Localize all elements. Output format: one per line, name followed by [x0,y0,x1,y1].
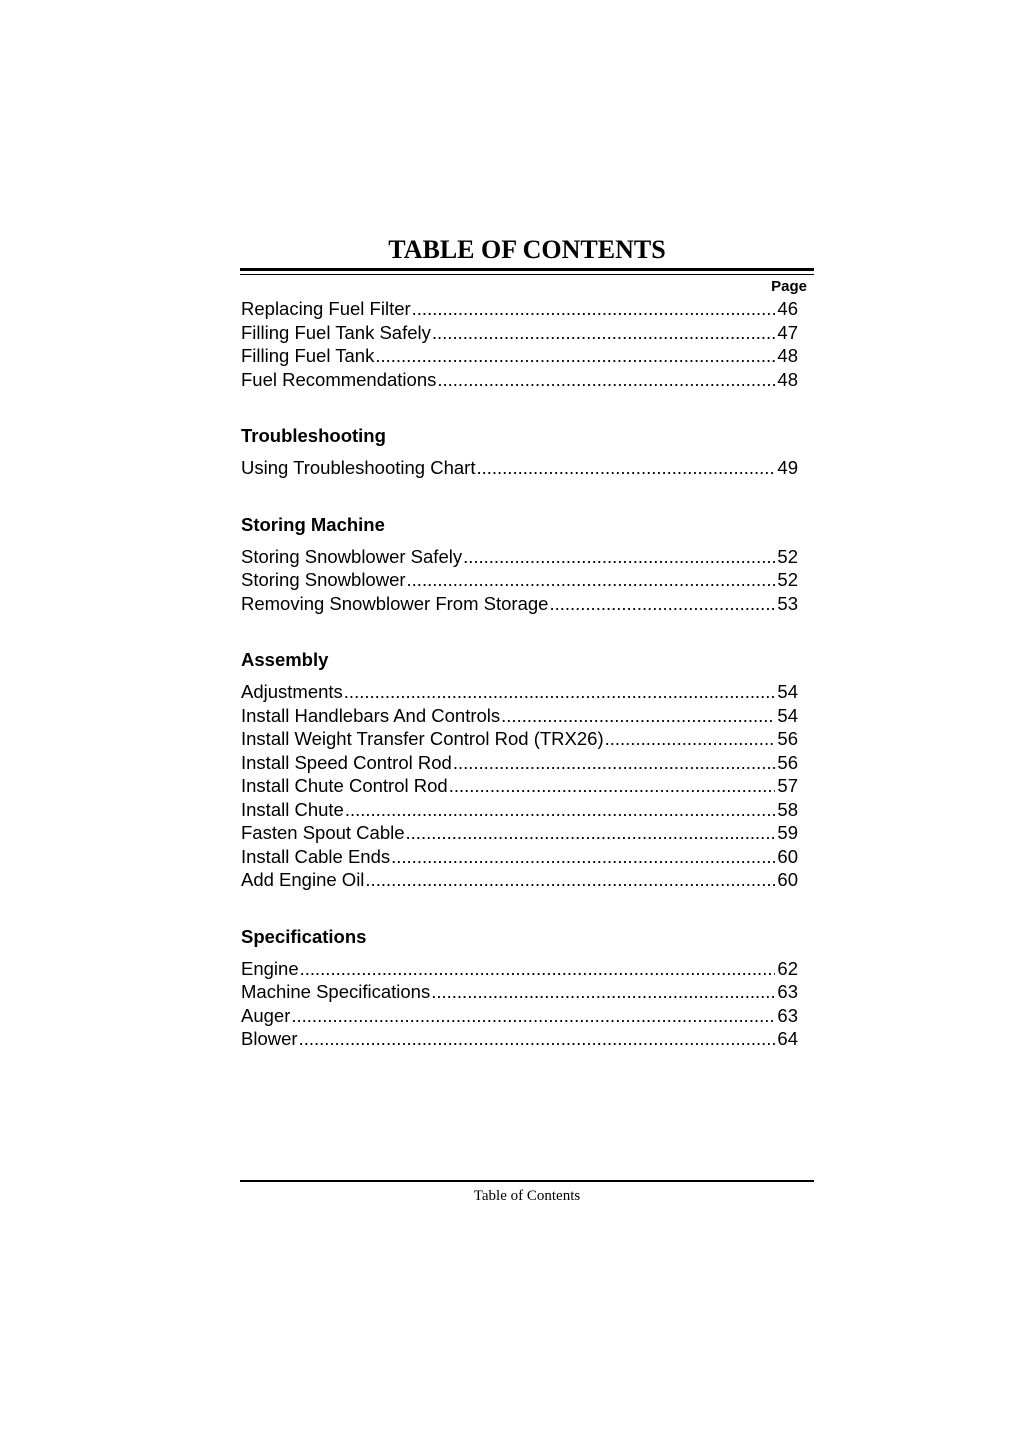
dot-leader [605,727,776,751]
table-of-contents [241,297,798,1051]
toc-entry-page: 46 [777,298,798,319]
toc-entry[interactable] [241,456,798,480]
toc-section-assembly [241,648,798,892]
toc-entry-label: Engine [241,957,299,979]
toc-entry-label: Fasten Spout Cable [241,822,405,843]
toc-entry-label: Blower [241,1028,298,1049]
toc-entry-page: 64 [777,1028,798,1049]
dot-leader [501,704,775,728]
toc-entry-page: 60 [777,845,798,867]
section-heading[interactable]: Troubleshooting [241,425,386,446]
toc-entry-page: 58 [777,798,798,820]
toc-entry[interactable] [241,344,798,368]
toc-entry-label: Install Chute Control Rod [241,775,448,796]
toc-entry[interactable] [241,868,798,892]
toc-entry[interactable] [241,727,798,751]
dot-leader [300,957,776,981]
toc-entry[interactable] [241,821,798,845]
toc-entry-label: Add Engine Oil [241,869,365,890]
toc-entry-page: 54 [777,681,798,702]
toc-entry-label: Filling Fuel Tank [241,345,375,366]
toc-section-specifications [241,925,798,1051]
dot-leader [299,1027,776,1051]
dot-leader [344,680,776,704]
section-heading[interactable]: Specifications [241,925,367,947]
dot-leader [449,774,776,798]
page-column-header: Page [771,278,807,295]
toc-intro-group [241,297,798,391]
dot-leader [437,368,775,392]
toc-entry-page: 62 [777,957,798,979]
toc-entry[interactable] [241,845,798,869]
toc-entry-label: Filling Fuel Tank Safely [241,321,431,343]
toc-entry-page: 59 [777,822,798,843]
dot-leader [406,821,776,845]
toc-entry[interactable] [241,704,798,728]
toc-entry-label: Storing Snowblower [241,569,406,590]
toc-entry-page: 49 [777,457,798,478]
toc-entry-label: Removing Snowblower From Storage [241,592,549,614]
toc-entry[interactable] [241,774,798,798]
toc-entry-page: 63 [777,1004,798,1026]
page-title: TABLE OF CONTENTS [388,235,666,264]
page-footer: Table of Contents [473,1188,581,1204]
dot-leader [345,798,776,822]
toc-entry-page: 60 [777,869,798,890]
toc-entry-page: 52 [777,545,798,567]
toc-entry-page: 52 [777,569,798,590]
dot-leader [291,1004,775,1028]
toc-entry-page: 56 [777,751,798,773]
toc-entry-page: 53 [777,592,798,614]
toc-entry[interactable] [241,568,798,592]
toc-entry[interactable] [241,297,798,321]
toc-entry-label: Install Cable Ends [241,845,391,867]
toc-entry[interactable] [241,798,798,822]
toc-section-troubleshooting [241,424,798,480]
toc-entry-page: 63 [777,981,798,1002]
title-rule-thin [240,274,814,275]
toc-entry-page: 47 [777,321,798,343]
dot-leader [453,751,776,775]
toc-entry-label: Auger [241,1004,291,1026]
toc-entry-page: 48 [777,345,798,366]
toc-entry[interactable] [241,680,798,704]
dot-leader [431,980,775,1004]
toc-entry-page: 57 [777,775,798,796]
dot-leader [549,592,775,616]
toc-entry-label: Storing Snowblower Safely [241,545,463,567]
toc-entry[interactable] [241,368,798,392]
dot-leader [432,321,776,345]
toc-entry[interactable] [241,321,798,345]
toc-entry[interactable] [241,980,798,1004]
toc-entry-label: Install Weight Transfer Control Rod (TRX26) [241,728,604,749]
toc-section-storing-machine [241,513,798,616]
section-heading[interactable]: Assembly [241,649,329,670]
toc-entry[interactable] [241,957,798,981]
dot-leader [365,868,775,892]
section-heading[interactable]: Storing Machine [241,513,385,535]
dot-leader [412,297,776,321]
dot-leader [375,344,775,368]
toc-entry-label: Fuel Recommendations [241,368,437,390]
toc-entry-label: Install Handlebars And Controls [241,704,501,726]
dot-leader [476,456,775,480]
toc-entry-label: Machine Specifications [241,981,431,1002]
dot-leader [407,568,776,592]
dot-leader [463,545,775,569]
footer-rule [240,1180,814,1182]
title-rule-thick [240,268,814,271]
toc-entry[interactable] [241,751,798,775]
toc-entry[interactable] [241,592,798,616]
toc-entry-page: 48 [777,368,798,390]
dot-leader [391,845,775,869]
toc-entry-label: Install Chute [241,798,344,820]
toc-entry[interactable] [241,1027,798,1051]
toc-entry[interactable] [241,1004,798,1028]
toc-entry[interactable] [241,545,798,569]
toc-entry-page: 54 [777,704,798,726]
toc-entry-label: Replacing Fuel Filter [241,298,411,319]
toc-entry-page: 56 [777,728,798,749]
toc-entry-label: Adjustments [241,681,343,702]
toc-entry-label: Install Speed Control Rod [241,751,452,773]
toc-entry-label: Using Troubleshooting Chart [241,457,476,478]
